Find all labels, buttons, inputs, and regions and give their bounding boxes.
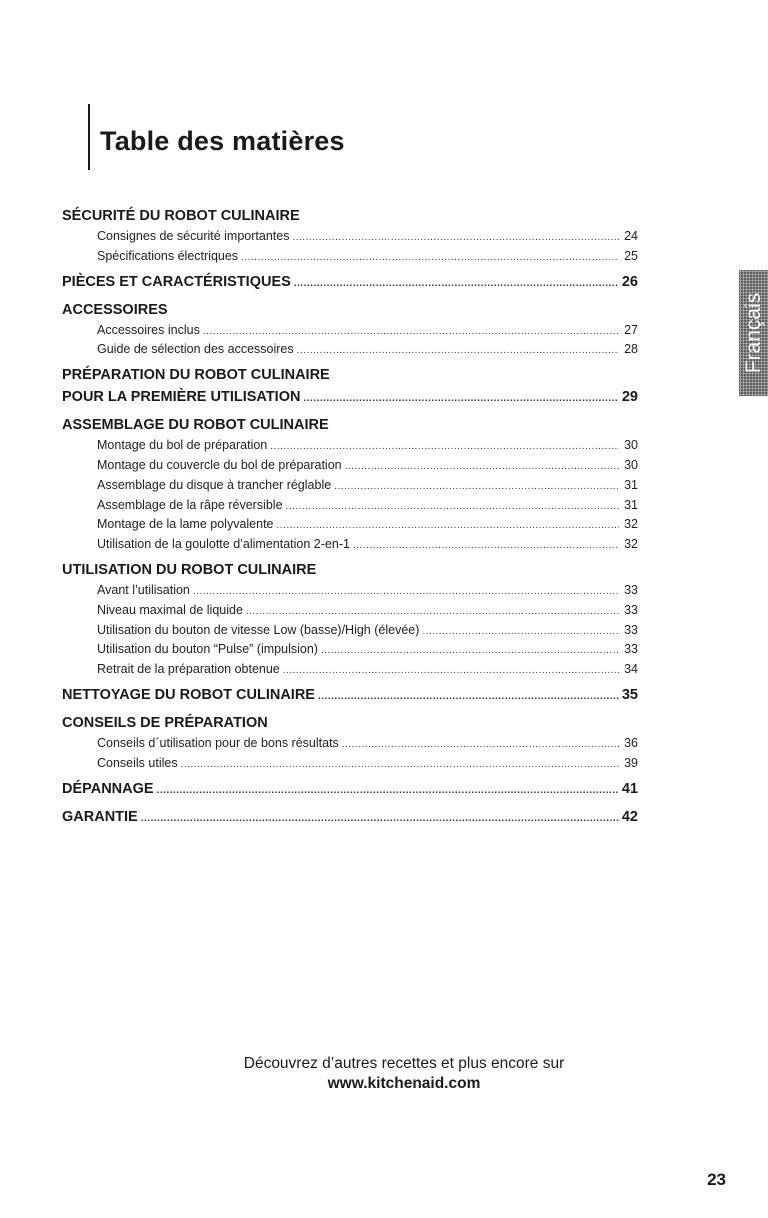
toc-section-entry[interactable] bbox=[62, 271, 638, 293]
toc-section-heading: SÉCURITÉ DU ROBOT CULINAIRE bbox=[62, 208, 300, 224]
toc-entry-label: Utilisation du bouton “Pulse” (impulsion) bbox=[97, 642, 318, 657]
toc-entry-label: Retrait de la préparation obtenue bbox=[97, 662, 280, 677]
website-link[interactable]: www.kitchenaid.com bbox=[327, 1075, 481, 1092]
toc-section-heading: UTILISATION DU ROBOT CULINAIRE bbox=[62, 561, 317, 578]
table-of-contents bbox=[62, 205, 638, 828]
toc-page-number: 33 bbox=[624, 642, 638, 657]
toc-section-entry[interactable] bbox=[62, 778, 638, 800]
toc-entry[interactable] bbox=[62, 581, 638, 601]
toc-page-number: 31 bbox=[624, 497, 638, 512]
toc-page-number: 36 bbox=[624, 735, 638, 750]
toc-page-number: 34 bbox=[624, 662, 638, 677]
footer-text: Découvrez d’autres recettes et plus encore sur bbox=[243, 1055, 565, 1072]
dot-leader bbox=[321, 641, 619, 661]
toc-page-number: 33 bbox=[624, 602, 638, 617]
toc-entry[interactable] bbox=[62, 496, 638, 516]
toc-entry[interactable] bbox=[62, 247, 638, 267]
toc-entry-label: NETTOYAGE DU ROBOT CULINAIRE bbox=[62, 686, 315, 703]
toc-entry[interactable] bbox=[62, 515, 638, 535]
toc-entry-label: Accessoires inclus bbox=[97, 322, 200, 337]
language-side-tab bbox=[739, 270, 768, 396]
footer bbox=[0, 1054, 768, 1094]
page-number: 23 bbox=[707, 1170, 726, 1189]
toc-section-heading: CONSEILS DE PRÉPARATION bbox=[62, 714, 268, 731]
toc-entry[interactable] bbox=[62, 321, 638, 341]
toc-page-number: 24 bbox=[624, 229, 638, 243]
dot-leader bbox=[297, 341, 619, 361]
toc-entry-label: Montage de la lame polyvalente bbox=[97, 517, 274, 532]
toc-entry-label: Consignes de sécurité importantes bbox=[97, 229, 290, 243]
toc-entry-label: Montage du couvercle du bol de préparation bbox=[97, 457, 342, 472]
toc-entry[interactable] bbox=[62, 476, 638, 496]
toc-section-heading: ACCESSOIRES bbox=[62, 301, 168, 318]
dot-leader bbox=[203, 322, 619, 342]
toc-page-number: 42 bbox=[621, 808, 638, 825]
toc-section-entry[interactable] bbox=[62, 684, 638, 706]
toc-entry-label: Avant l’utilisation bbox=[97, 582, 190, 597]
dot-leader bbox=[294, 273, 619, 295]
toc-entry[interactable] bbox=[62, 535, 638, 555]
toc-page-number: 29 bbox=[621, 389, 638, 406]
toc-entry-label: Conseils d´utilisation pour de bons résultats bbox=[97, 735, 339, 750]
toc-entry-label: Utilisation du bouton de vitesse Low (basse)/High (élevée) bbox=[97, 622, 420, 637]
dot-leader bbox=[270, 437, 619, 457]
dot-leader bbox=[157, 780, 619, 802]
toc-page-number: 30 bbox=[624, 438, 638, 453]
toc-entry-label: PIÈCES ET CARACTÉRISTIQUES bbox=[62, 273, 291, 290]
dot-leader bbox=[193, 582, 619, 602]
dot-leader bbox=[422, 622, 619, 642]
dot-leader bbox=[286, 497, 619, 517]
toc-entry-label: Niveau maximal de liquide bbox=[97, 602, 243, 617]
toc-page-number: 39 bbox=[624, 755, 638, 770]
toc-entry[interactable] bbox=[62, 660, 638, 680]
toc-entry[interactable] bbox=[62, 456, 638, 476]
language-tab-label: Français bbox=[741, 292, 765, 374]
toc-section-heading: ASSEMBLAGE DU ROBOT CULINAIRE bbox=[62, 417, 329, 434]
toc-entry[interactable] bbox=[62, 734, 638, 754]
toc-section-heading: PRÉPARATION DU ROBOT CULINAIRE bbox=[62, 367, 330, 384]
dot-leader bbox=[353, 536, 619, 556]
toc-entry-label: GARANTIE bbox=[62, 808, 138, 825]
toc-entry-label: Conseils utiles bbox=[97, 755, 178, 770]
toc-page-number: 28 bbox=[624, 342, 638, 357]
toc-page-number: 27 bbox=[624, 322, 638, 337]
toc-entry-label: POUR LA PREMIÈRE UTILISATION bbox=[62, 389, 301, 406]
toc-entry-label: Utilisation de la goulotte d’alimentation 2-en-1 bbox=[97, 537, 350, 552]
dot-leader bbox=[141, 808, 619, 830]
toc-page-number: 41 bbox=[621, 780, 638, 797]
toc-entry-label: Montage du bol de préparation bbox=[97, 438, 268, 453]
toc-entry[interactable] bbox=[62, 640, 638, 660]
toc-page-number: 32 bbox=[624, 537, 638, 552]
page-title: Table des matières bbox=[100, 126, 345, 156]
toc-page-number: 30 bbox=[624, 457, 638, 472]
toc-page-number: 25 bbox=[624, 248, 638, 263]
dot-leader bbox=[318, 686, 619, 708]
toc-page-number: 33 bbox=[624, 582, 638, 597]
dot-leader bbox=[241, 248, 619, 268]
toc-entry[interactable] bbox=[62, 340, 638, 360]
toc-page-number: 32 bbox=[624, 517, 638, 532]
toc-entry[interactable] bbox=[62, 436, 638, 456]
toc-entry-label: Guide de sélection des accessoires bbox=[97, 342, 294, 357]
toc-page-number: 33 bbox=[624, 622, 638, 637]
dot-leader bbox=[292, 228, 619, 248]
dot-leader bbox=[181, 755, 619, 775]
dot-leader bbox=[334, 477, 619, 497]
dot-leader bbox=[246, 602, 619, 622]
toc-page-number: 35 bbox=[621, 686, 638, 703]
toc-section-entry[interactable] bbox=[62, 806, 638, 828]
dot-leader bbox=[345, 457, 619, 477]
toc-entry-label: Spécifications électriques bbox=[97, 248, 239, 263]
toc-entry[interactable] bbox=[62, 227, 638, 247]
toc-entry[interactable] bbox=[62, 621, 638, 641]
dot-leader bbox=[303, 388, 618, 410]
toc-entry-label: DÉPANNAGE bbox=[62, 780, 154, 797]
dot-leader bbox=[277, 516, 619, 536]
toc-entry[interactable] bbox=[62, 601, 638, 621]
toc-entry[interactable] bbox=[62, 754, 638, 774]
toc-page-number: 26 bbox=[621, 273, 638, 290]
toc-section-entry[interactable] bbox=[62, 386, 638, 408]
toc-page-number: 31 bbox=[624, 477, 638, 492]
dot-leader bbox=[342, 735, 619, 755]
toc-entry-label: Assemblage du disque à trancher réglable bbox=[97, 477, 332, 492]
dot-leader bbox=[283, 661, 619, 681]
title-accent-bar bbox=[88, 104, 90, 170]
toc-entry-label: Assemblage de la râpe réversible bbox=[97, 497, 283, 512]
